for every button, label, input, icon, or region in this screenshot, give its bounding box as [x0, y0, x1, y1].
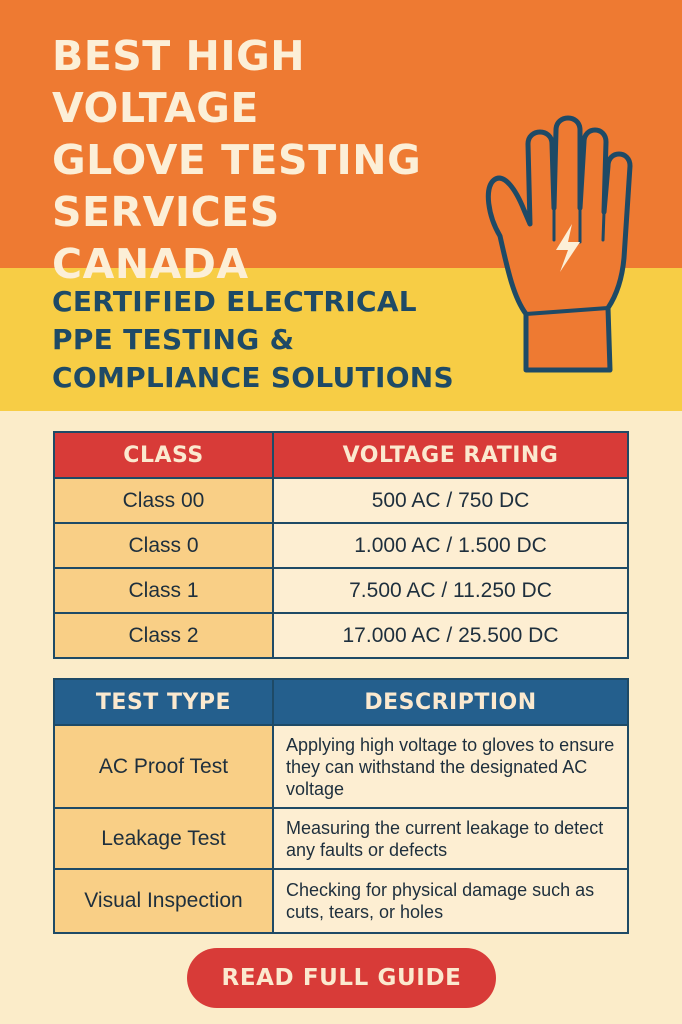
column-header-voltage-rating: VOLTAGE RATING [273, 432, 628, 478]
description-cell: Applying high voltage to gloves to ensure they can withstand the designated AC voltage [273, 725, 628, 808]
table-header-row [54, 432, 628, 478]
voltage-class-table [53, 431, 629, 659]
page-subtitle: CERTIFIED ELECTRICAL PPE TESTING & COMPLIANCE SOLUTIONS [52, 285, 454, 394]
table-header-row [54, 679, 628, 725]
table-row [54, 725, 628, 808]
table-row [54, 869, 628, 933]
table-row [54, 568, 628, 613]
description-cell: Checking for physical damage such as cuts, tears, or holes [273, 869, 628, 933]
class-cell: Class 1 [54, 568, 273, 613]
voltage-rating-cell: 1.000 AC / 1.500 DC [273, 523, 628, 568]
description-cell: Measuring the current leakage to detect any faults or defects [273, 808, 628, 869]
column-header-test-type: TEST TYPE [54, 679, 273, 725]
test-type-cell: Leakage Test [54, 808, 273, 869]
read-full-guide-button[interactable]: READ FULL GUIDE [187, 948, 496, 1008]
test-type-cell: Visual Inspection [54, 869, 273, 933]
glove-icon [478, 108, 638, 378]
table-row [54, 808, 628, 869]
voltage-rating-cell: 17.000 AC / 25.500 DC [273, 613, 628, 658]
column-header-description: DESCRIPTION [273, 679, 628, 725]
test-type-cell: AC Proof Test [54, 725, 273, 808]
table-row [54, 613, 628, 658]
column-header-class: CLASS [54, 432, 273, 478]
class-cell: Class 2 [54, 613, 273, 658]
voltage-rating-cell: 500 AC / 750 DC [273, 478, 628, 523]
table-row [54, 478, 628, 523]
page-title: BEST HIGH VOLTAGE GLOVE TESTING SERVICES CANADA [52, 32, 422, 288]
class-cell: Class 0 [54, 523, 273, 568]
class-cell: Class 00 [54, 478, 273, 523]
test-type-table [53, 678, 629, 934]
voltage-rating-cell: 7.500 AC / 11.250 DC [273, 568, 628, 613]
table-row [54, 523, 628, 568]
